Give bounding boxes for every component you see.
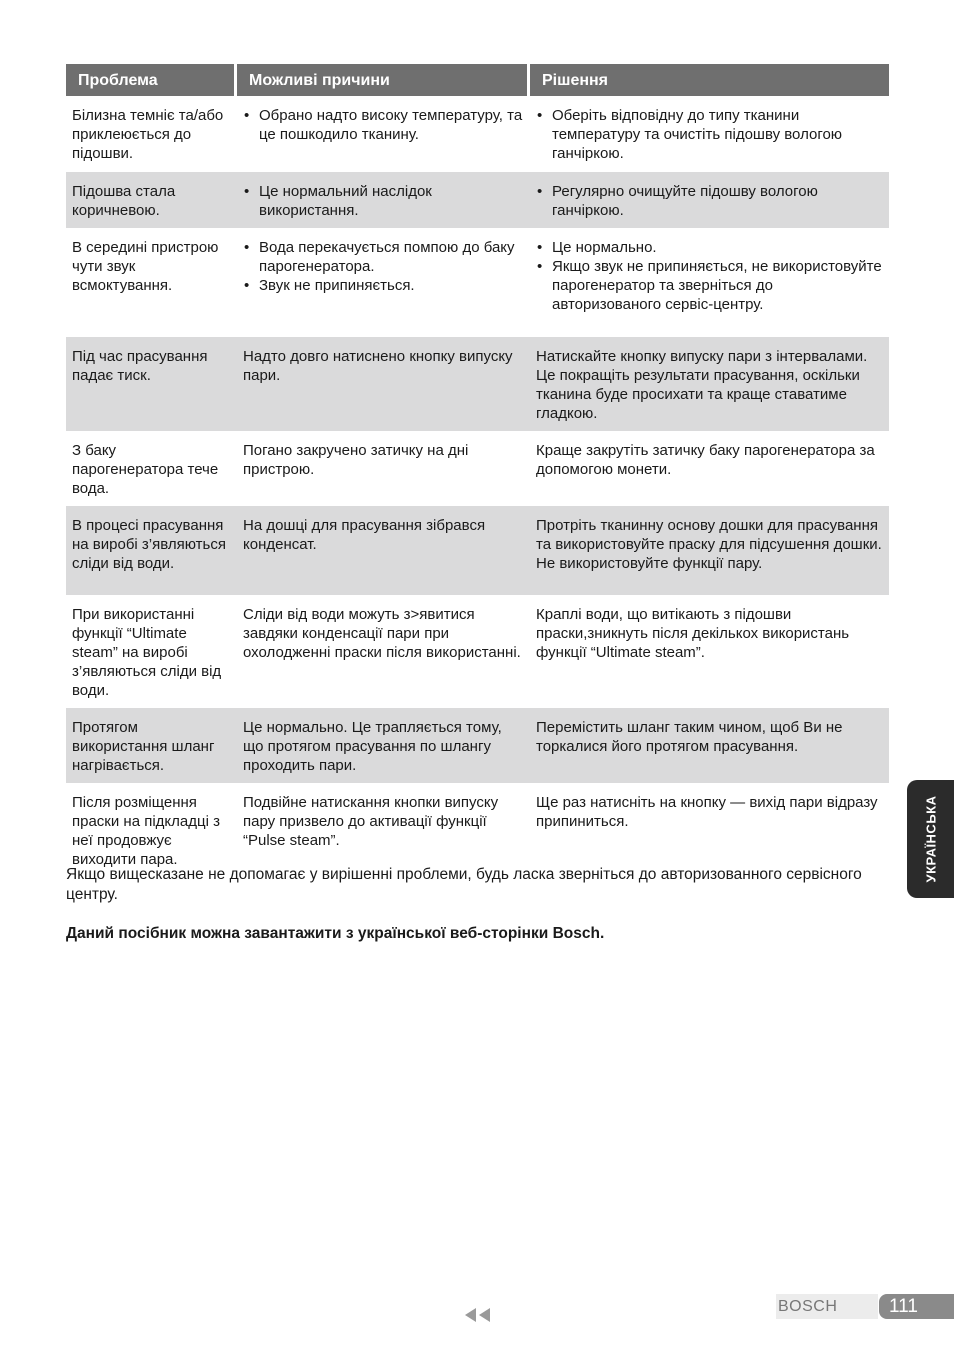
causes-cell: Сліди від води можуть з>явитися завдяки конденсації пари при охолодженні праски після використанні.: [243, 606, 521, 661]
solution-item: • Якщо звук не припиняється, не використовуйте парогенератор та зверніться до авторизованого сервіс-центру.: [536, 257, 883, 314]
problem-cell: В середині пристрою чути звук всмоктування.: [72, 239, 219, 294]
table-row: [66, 708, 889, 783]
table-row: [66, 228, 889, 337]
solution-cell: [530, 96, 889, 172]
table-row: [66, 431, 889, 506]
solution-cell: Ще раз натисніть на кнопку — вихід пари відразу припиниться.: [536, 794, 878, 830]
causes-cell: [237, 96, 530, 172]
cause-item: • Вода перекачується помпою до баку парогенератора.: [243, 238, 524, 276]
header-solution: Рішення: [530, 64, 889, 96]
table-row: [66, 172, 889, 228]
header-problem: Проблема: [66, 64, 237, 96]
language-label: УКРАЇНСЬКА: [923, 795, 938, 883]
problem-cell: Протягом використання шланг нагрівається.: [66, 708, 237, 783]
problem-cell: При використанні функції “Ultimate steam” на виробі з’являються сліди від води.: [72, 606, 222, 699]
solution-item: • Регулярно очищуйте підошву вологою ганчіркою.: [536, 182, 883, 220]
causes-cell: [237, 228, 530, 337]
table-row: [66, 96, 889, 172]
cause-item: • Обрано надто високу температуру, та це пошкодило тканину.: [243, 106, 524, 144]
service-center-note: Якщо вищесказане не допомагає у вирішенні проблеми, будь ласка зверніться до авторизованного сервісного центру.: [66, 866, 862, 903]
causes-cell: На дошці для прасування зібрався конденсат.: [237, 506, 530, 595]
table-header-row: [66, 64, 889, 96]
double-left-arrow-icon[interactable]: [463, 1306, 493, 1324]
problem-cell: Білизна темніє та/або приклеюється до підошви.: [72, 107, 224, 162]
solution-cell: Протріть тканинну основу дошки для прасування та використовуйте праску для підсушення дошки. Не використовуйте функції пару.: [530, 506, 889, 595]
causes-cell: Погано закручено затичку на дні пристрою.: [243, 442, 469, 478]
page-number: 111: [879, 1294, 954, 1319]
problem-cell: Під час прасування падає тиск.: [66, 337, 237, 431]
causes-cell: Подвійне натискання кнопки випуску пару призвело до активації функції “Pulse steam”.: [243, 794, 499, 849]
table-row: [66, 783, 889, 877]
troubleshooting-table: [66, 64, 889, 877]
table-row: [66, 337, 889, 431]
cause-item: • Це нормальний наслідок використання.: [243, 182, 524, 220]
solution-cell: [530, 172, 889, 228]
solution-cell: [530, 228, 889, 337]
brand-label: BOSCH: [776, 1294, 878, 1319]
solution-cell: Краплі води, що витікають з підошви праски,зникнуть після декількох використань функції “Ultimate steam”.: [536, 606, 850, 661]
problem-cell: Підошва стала коричневою.: [66, 172, 237, 228]
solution-item: • Оберіть відповідну до типу тканини температуру та очистіть підошву вологою ганчіркою.: [536, 106, 883, 163]
causes-cell: Надто довго натиснено кнопку випуску пари.: [237, 337, 530, 431]
causes-cell: [237, 172, 530, 228]
solution-cell: Натискайте кнопку випуску пари з інтервалами. Це покращіть результати прасування, оскільки тканина буде просихати та краще ставатиме гладкою.: [530, 337, 889, 431]
header-causes: Можливі причини: [237, 64, 530, 96]
language-tab: [907, 780, 954, 898]
problem-cell: В процесі прасування на виробі з’являються сліди від води.: [66, 506, 237, 595]
table-row: [66, 506, 889, 595]
problem-cell: Після розміщення праски на підкладці з неї продовжує виходити пара.: [72, 794, 220, 868]
solution-cell: Перемістить шланг таким чином, щоб Ви не торкалися його протягом прасування.: [530, 708, 889, 783]
table-row: [66, 595, 889, 708]
download-note: Даний посібник можна завантажити з української веб-сторінки Bosch.: [66, 925, 605, 942]
cause-item: • Звук не припиняється.: [243, 276, 524, 295]
solution-cell: Краще закрутіть затичку баку парогенератора за допомогою монети.: [536, 442, 875, 478]
causes-cell: Це нормально. Це трапляється тому, що протягом прасування по шлангу проходить пари.: [237, 708, 530, 783]
problem-cell: З баку парогенератора тече вода.: [72, 442, 219, 497]
solution-item: • Це нормально.: [536, 238, 883, 257]
